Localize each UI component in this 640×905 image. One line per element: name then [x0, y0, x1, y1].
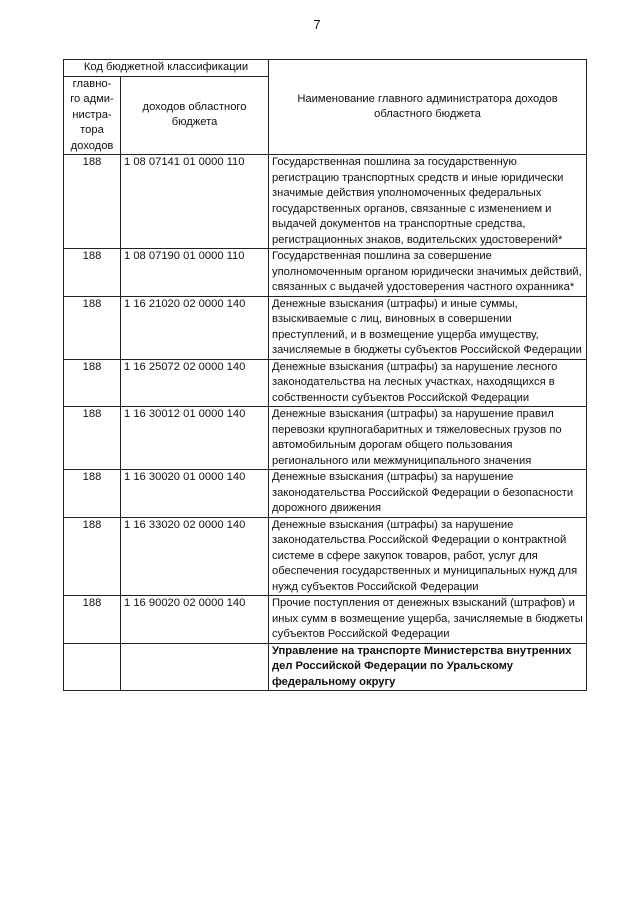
admin-code-cell: 188 — [64, 517, 121, 596]
revenue-name-cell: Денежные взыскания (штрафы) и иные суммы, взыскиваемые с лиц, виновных в совершении преступлений, и в возмещение ущерба имуществу, зачисляемые в бюджеты субъектов Российской Федерации — [269, 296, 587, 359]
table-row — [64, 470, 587, 518]
admin-code-cell: 188 — [64, 470, 121, 518]
revenue-code-cell-empty — [121, 643, 269, 691]
column-header-revenue-code: доходов областного бюджета — [121, 76, 269, 155]
revenue-name-cell: Государственная пошлина за совершение уполномоченным органом юридически значимых действий, связанных с выдачей удостоверения частного охранника* — [269, 249, 587, 297]
revenue-code-cell: 1 16 90020 02 0000 140 — [121, 596, 269, 644]
revenue-code-cell: 1 16 25072 02 0000 140 — [121, 359, 269, 407]
group-header-budget-code: Код бюджетной классификации — [64, 60, 269, 77]
revenue-name-cell: Прочие поступления от денежных взысканий (штрафов) и иных сумм в возмещение ущерба, зачисляемые в бюджеты субъектов Российской Федерации — [269, 596, 587, 644]
column-header-administrator-name: Наименование главного администратора доходов областного бюджета — [269, 60, 587, 155]
revenue-name-cell: Денежные взыскания (штрафы) за нарушение законодательства Российской Федерации о контрактной системе в сфере закупок товаров, работ, услуг для обеспечения государственных и муниципальных нужд для нужд субъектов Российской Федерации — [269, 517, 587, 596]
section-heading-row — [64, 643, 587, 691]
table-row — [64, 359, 587, 407]
budget-classification-table — [63, 59, 587, 691]
table-row — [64, 249, 587, 297]
admin-code-cell-empty — [64, 643, 121, 691]
table-row — [64, 296, 587, 359]
table-row — [64, 155, 587, 249]
revenue-name-cell: Денежные взыскания (штрафы) за нарушение правил перевозки крупногабаритных и тяжеловесных грузов по автомобильным дорогам общего пользования регионального или межмуниципального значения — [269, 407, 587, 470]
revenue-name-cell: Государственная пошлина за государственную регистрацию транспортных средств и иные юридически значимые действия уполномоченных федеральных государственных органов, связанные с изменением и выдачей документов на транспортные средства, регистрационных знаков, водительских удостоверений* — [269, 155, 587, 249]
revenue-name-cell: Денежные взыскания (штрафы) за нарушение законодательства Российской Федерации о безопасности дорожного движения — [269, 470, 587, 518]
revenue-code-cell: 1 16 21020 02 0000 140 — [121, 296, 269, 359]
revenue-name-cell: Денежные взыскания (штрафы) за нарушение лесного законодательства на лесных участках, находящихся в собственности субъектов Российской Федерации — [269, 359, 587, 407]
column-header-chief-administrator: главно- го адми- нистра- тора доходов — [64, 76, 121, 155]
table-row — [64, 596, 587, 644]
table-row — [64, 517, 587, 596]
table-row — [64, 407, 587, 470]
admin-code-cell: 188 — [64, 407, 121, 470]
page-number: 7 — [313, 17, 321, 32]
revenue-code-cell: 1 08 07190 01 0000 110 — [121, 249, 269, 297]
admin-code-cell: 188 — [64, 359, 121, 407]
admin-code-cell: 188 — [64, 596, 121, 644]
admin-code-cell: 188 — [64, 296, 121, 359]
admin-code-cell: 188 — [64, 249, 121, 297]
section-heading-cell: Управление на транспорте Министерства внутренних дел Российской Федерации по Уральскому федеральному округу — [269, 643, 587, 691]
admin-code-cell: 188 — [64, 155, 121, 249]
revenue-code-cell: 1 16 33020 02 0000 140 — [121, 517, 269, 596]
revenue-code-cell: 1 16 30020 01 0000 140 — [121, 470, 269, 518]
revenue-code-cell: 1 08 07141 01 0000 110 — [121, 155, 269, 249]
revenue-code-cell: 1 16 30012 01 0000 140 — [121, 407, 269, 470]
